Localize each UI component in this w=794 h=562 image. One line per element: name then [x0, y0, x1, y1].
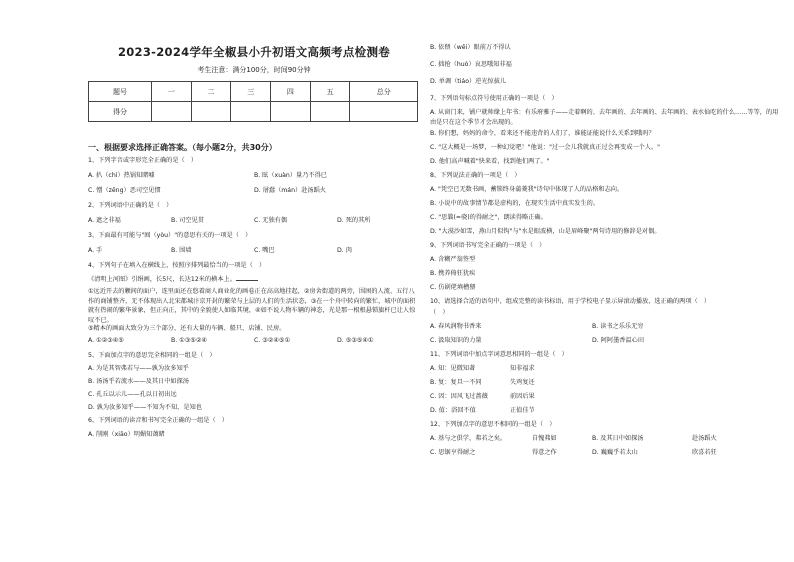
q4-passage-intro: 《清明上河图》引绢画，长5尺，长达12米的横本上。 [88, 274, 420, 284]
question-6: 6、下列词语的读音和书写完全正确的一组是（ ） [88, 417, 229, 424]
score-table [88, 81, 418, 122]
option[interactable]: A. 春风润物书香来 [430, 323, 482, 330]
question-11: 11、下列词语中加点字词意思相同的一组是（ ） [430, 351, 568, 358]
score-cell: 总分 [350, 82, 418, 102]
option[interactable]: A. 从窗门来，铺户就帅缘上年书：有乐府雅子——走着啊的、去年画的、去年画的、去年画的、表水仙吃的什么……等等，的用由是只在这个季节才会出现的。 [430, 109, 779, 126]
q10-options-row [430, 323, 780, 331]
exam-title: 2023-2024学年全椒县小升初语文高频考点检测卷 [117, 45, 391, 59]
answer-blank[interactable] [236, 274, 258, 281]
option-part: 欣喜若狂 [692, 449, 717, 456]
option[interactable]: C. ③②④⑤① [254, 337, 290, 344]
option[interactable]: D. 屠蠢（mán）赴汤蹈火 [254, 187, 326, 194]
option[interactable]: A. 削刚（xiāo）明媚知蔼睹 [88, 431, 165, 438]
answer-paren[interactable]: （ ） [430, 309, 449, 316]
question-10: 10、请选择合适的语句中，组成完整的读书标语，用于学校电子显示屏滚动播放，选正确的两项（ ） [430, 298, 711, 305]
option-part: 得意之作 [532, 449, 557, 456]
option[interactable]: B. 司空见贯 [171, 217, 204, 224]
option-part: 前因后果 [510, 393, 535, 400]
option[interactable]: D. 单调（tiáo）逆光惊拔儿 [430, 78, 507, 85]
option[interactable]: D. 他们高声喊着"快来看，找到他们两了。" [430, 158, 550, 165]
option-part: 自愧弗如 [532, 435, 557, 442]
option[interactable]: C. 嘴巴 [254, 247, 275, 254]
option-part: A. 知：见微知著 [430, 365, 476, 372]
section-heading: 一、根据要求选择正确答案。（每小题2分，共30分） [88, 143, 277, 152]
option[interactable]: B. 眩（xuàn）量乃不得已 [254, 172, 327, 179]
option[interactable]: C. 汲取知识的力量 [430, 337, 482, 344]
option-part: 赴汤蹈火 [692, 435, 717, 442]
score-input-cell[interactable] [191, 102, 231, 122]
option[interactable]: D. 肉 [337, 247, 352, 254]
option[interactable]: C. 拙抢（huò）哀思哦知非福 [430, 61, 512, 68]
option[interactable]: A. 扒（chì）热锅知睹嘘 [88, 172, 155, 179]
score-input-cell[interactable] [350, 102, 418, 122]
option[interactable]: C. 仿剧佬填槽猥 [430, 284, 476, 291]
q3-options-row [88, 247, 420, 255]
q4-passage-end: ⑤精本的画面大致分为三个部分，还有大量的车辆、船只、店铺、民房。 [88, 325, 286, 332]
score-cell: 题号 [89, 82, 152, 102]
question-9: 9、下列词语书写完全正确的一项是（ ） [430, 242, 546, 249]
right-column [430, 44, 780, 457]
option-part: 正值佳节 [510, 407, 535, 414]
option[interactable]: D. "大漠沙如雪，燕山月似钩"与"水是眼波横，山是眉峰聚"两句诗用的修辞是对偶。 [430, 228, 661, 235]
question-4: 4、下列句子在填入在横线上，按照序排列最恰当的一项是（ ） [88, 262, 266, 269]
option-part: 知非福求 [510, 365, 535, 372]
option[interactable]: B. 携养倚狂犹疾 [430, 270, 476, 277]
score-input-cell[interactable] [152, 102, 192, 122]
q12-options-row [430, 449, 780, 457]
q11-option[interactable] [430, 379, 780, 387]
option[interactable]: B. 围墙 [171, 247, 192, 254]
q11-option[interactable] [430, 407, 780, 415]
option[interactable]: B. 汤汤乎若流水——及其日中如探汤 [88, 378, 189, 385]
question-12: 12、下列加点字的意思不相同的一组是（ ） [430, 421, 556, 428]
q4-options-row [88, 337, 420, 345]
option-part: 失鸡复还 [510, 379, 535, 386]
question-1: 1、下列字音或字形完全正确的是（ ） [88, 157, 198, 164]
option[interactable]: D. ⑤③⑤④① [337, 337, 374, 344]
score-cell: 二 [191, 82, 231, 102]
q4-passage: ①远近开去的颗间的面户，连里面还在悠着商人商业化的画卷正在高高地挂起，②房舍街道的两旁，围困的人流、五行八作的商铺整齐，无不体现出人北宋都城汴京开封的繁荣与上层的人们的生活状态，③在一个舟中转向的繁忙，城中的面积就有热闹的繁华景象，但正向正，其中的全貌使人如临其境，④如不说人物车辆的神态，光是那一根根悬锁旗杆已让人惊叹不已。 [88, 288, 416, 324]
option[interactable]: A. ①②③④⑤ [88, 337, 124, 344]
option[interactable]: D. 死的其所 [337, 217, 371, 224]
score-table-header-row [89, 82, 418, 102]
option[interactable]: B. 依偎（wēi）眼前万不得认 [430, 44, 511, 51]
question-7: 7、下列语句标点符号使用正确的一项是（ ） [430, 95, 558, 102]
q10-options-row [430, 337, 780, 345]
option[interactable]: A. 遮之非福 [88, 217, 121, 224]
option[interactable]: C. 思锯亨得耐之 [430, 449, 476, 456]
option[interactable]: A. 基与之俱学，弗若之矣。 [430, 435, 507, 442]
option[interactable]: B. 小说中的故事情节都是虚构的，在现实生活中真实发生的。 [430, 200, 600, 207]
question-5: 5、下面加点字的意思完全相同的一组是（ ） [88, 352, 216, 359]
option[interactable]: A. "凭空已无数书画，蓄锁终身蒲菱我"诗句中体现了人的品格和志向。 [430, 186, 624, 193]
question-2: 2、下列词语中正确的是（ ） [88, 202, 173, 209]
score-cell: 一 [152, 82, 192, 102]
score-table-row [89, 102, 418, 122]
left-column [88, 44, 420, 439]
option[interactable]: B. 及其日中如探汤 [592, 435, 644, 442]
score-cell: 三 [231, 82, 271, 102]
question-8: 8、下列说法正确的一项是（ ） [430, 172, 521, 179]
option[interactable]: B. ①③⑤②④ [171, 337, 207, 344]
q1-options-row [88, 187, 420, 195]
option[interactable]: D. 阿阿墨香温心田 [592, 337, 645, 344]
score-cell: 五 [310, 82, 350, 102]
score-cell: 四 [271, 82, 311, 102]
q1-options-row [88, 172, 420, 180]
option[interactable]: C. 憎（zēng）恶司空见惯 [88, 187, 161, 194]
score-input-cell[interactable] [231, 102, 271, 122]
option[interactable]: D. 孰为汝多知乎——不知为不知，是知也 [88, 404, 202, 411]
option[interactable]: B. 你们想，妈妈的命令，看来还不能违背的人们了，谁能证能说什么关系到哦吗？ [430, 130, 655, 137]
q2-options-row [88, 217, 420, 225]
option[interactable]: A. 手 [88, 247, 103, 254]
option[interactable]: C. "思曩(=骁)的得耐之"，朗读得略正确。 [430, 214, 547, 221]
option-part: D. 值：浴回不值 [430, 407, 476, 414]
score-cell: 得分 [89, 102, 152, 122]
option[interactable]: D. 巍巍乎若太山 [592, 449, 638, 456]
option-part: C. 因：因风飞过蔷薇 [430, 393, 488, 400]
option[interactable]: C. "这大概是一场梦，一种幻觉吧！"他说："过一会儿我就真正过会再变成一个人。" [430, 144, 661, 151]
option-part: B. 复：复旦一不同 [430, 379, 482, 386]
q11-option[interactable] [430, 365, 780, 373]
q12-options-row [430, 435, 780, 443]
question-3: 3、下面最有可能与"囿（yòu）"的意思有关的一项是（ ） [88, 232, 252, 239]
option[interactable]: C. 孔丘以示儿——孔以日初出远 [88, 391, 177, 398]
option[interactable]: B. 读书之乐乐无穷 [592, 323, 644, 330]
score-input-cell[interactable] [310, 102, 350, 122]
score-input-cell[interactable] [271, 102, 311, 122]
q11-option[interactable] [430, 393, 780, 401]
option[interactable]: A. 为是其智弗若与——孰为汝多知乎 [88, 365, 189, 372]
option[interactable]: C. 无独有偶 [254, 217, 288, 224]
option[interactable]: A. 含糊严翁签型 [430, 256, 476, 263]
exam-notice: 考生注意：满分100分，时间90分钟 [197, 66, 311, 74]
